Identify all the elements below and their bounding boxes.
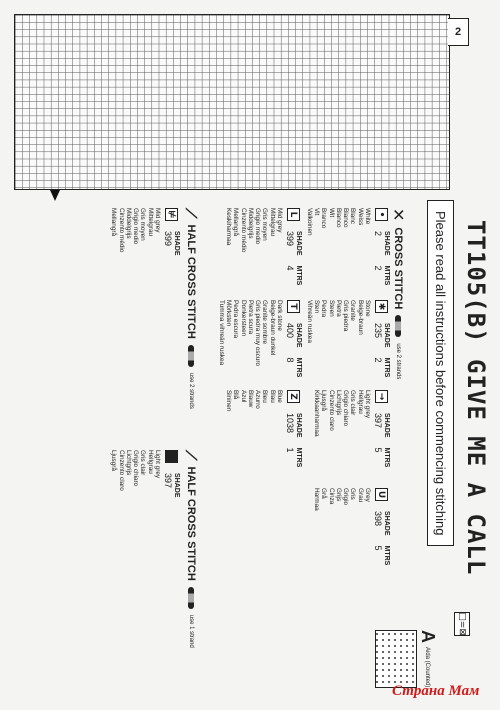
key-legend [454, 612, 470, 636]
half-cross-stitch-heading [182, 450, 200, 648]
cross-stitch-title: CROSS STITCH [392, 227, 405, 310]
shade-names: Mid grey Mittelgrau Gris moyen Grigio medio Middelgrijs Cinzento médio Mellangrå Keskiharmaa [224, 208, 283, 253]
instruction-banner: Please read all instructions before commencing stitching [427, 200, 454, 546]
shade-names: Dark stone Beige-braun dunkel Granite sombre Gris piedra muy oscuro Pietra scura Donkersteen Pedra escura Mörksten Tumma vihreän ruskea [217, 300, 283, 367]
chart-page-tab: 2 [448, 18, 469, 46]
half-cross-stitch-heading [182, 208, 200, 409]
aida-fabric-swatch [375, 630, 417, 688]
mtrs-value: 5 [373, 447, 383, 453]
symbol-dot-icon: • [375, 208, 388, 221]
page-title: TT105(B) GIVE ME A CALL [462, 220, 490, 576]
stitch-key-icon: □=⊠ [454, 612, 470, 636]
half-cross-strands: use 2 strands [188, 372, 194, 409]
shade-value: 399 [285, 231, 295, 247]
thread-entry: → SHADE 397 MTRS 5 Light grey Hellgrau Gris clair Grigio chiaro Lichtgrijs Cinzento claro Ljusgrå Kirkkaanharmaa [312, 390, 390, 468]
shade-value: 1038 [285, 413, 295, 434]
symbol-u-icon: U [375, 488, 388, 501]
shade-names: Light grey Hellgrau Gris clair Grigio chiaro Lichtgrijs Cinzento claro Ljusgrå Kirkkaanharmaa [312, 390, 371, 437]
shade-names: Mid grey Mittelgrau Gris moyen Grigio medio Middelgrijs Cinzento médio Mellangrå [110, 208, 161, 253]
mtrs-value: 2 [373, 357, 383, 363]
mtrs-value: 5 [373, 545, 383, 551]
shade-value: 400 [285, 323, 295, 339]
mtrs-value: 8 [285, 357, 295, 363]
symbol-l-icon: L [287, 208, 300, 221]
symbol-z-icon: Z [287, 390, 300, 403]
aida-letter: A [418, 630, 438, 643]
thread-entry: T SHADE 400 MTRS 8 Dark stone Beige-braun dunkel Granite sombre Gris piedra muy oscuro Pietra scura Donkersteen Pedra escura Mörksten Tumma vihreän ruskea [217, 300, 302, 378]
thread-entry: ✱ SHADE 235 MTRS 2 Stone Beige-braun Granite Gris piedra Pietra Steen Pedra Sten Vihreän ruskea [305, 300, 390, 378]
thread-entry: SHADE 397 Light grey Hellgrau Gris clair Grigio chiaro Lichtgrijs Cinzento claro Ljusgrå [110, 450, 180, 498]
needle-icon [188, 345, 194, 367]
shade-names: Stone Beige-braun Granite Gris piedra Pietra Steen Pedra Sten Vihreän ruskea [305, 300, 371, 343]
thread-entry: Z SHADE 1038 MTRS 1 Blue Blau Bleu Azurro Blauw Azul Blå Sininen [224, 390, 302, 468]
aida-panel [375, 630, 438, 688]
symbol-hatch-icon: ⊭ [165, 208, 178, 221]
shade-value: 397 [373, 413, 383, 429]
watermark-logo: Страна Мам [392, 683, 480, 699]
mtrs-value: 1 [285, 447, 295, 453]
half-cross-icon: ⟋ [182, 208, 200, 219]
half-cross-title: HALF CROSS STITCH [185, 466, 197, 581]
mtrs-value: 2 [373, 265, 383, 271]
shade-value: 397 [163, 473, 173, 489]
shade-names: Light grey Hellgrau Gris clair Grigio chiaro Lichtgrijs Cinzento claro Ljusgrå [110, 450, 161, 491]
needle-icon [188, 587, 194, 609]
symbol-solid-icon [165, 450, 178, 463]
cross-stitch-icon: ✕ [389, 208, 408, 222]
thread-entry: L SHADE 399 MTRS 4 Mid grey Mittelgrau Gris moyen Grigio medio Middelgrijs Cinzento médio Mellangrå Keskiharmaa [224, 208, 302, 286]
aida-label: Aida (Counted) [424, 647, 430, 688]
half-cross-strands: use 1 strand [188, 614, 194, 648]
cross-stitch-strands: use 2 strands [395, 343, 402, 380]
half-cross-icon: ⟋ [182, 450, 200, 461]
thread-entry: U SHADE 398 MTRS 5 Grey Grau Gris Grigio Grijs Cinza Grå Harmaa [312, 488, 390, 566]
shade-names: Blue Blau Bleu Azurro Blauw Azul Blå Sininen [224, 390, 283, 412]
symbol-star-icon: ✱ [375, 300, 388, 313]
shade-value: 398 [373, 511, 383, 527]
thread-entry: ⊭ SHADE 399 Mid grey Mittelgrau Gris moyen Grigio medio Middelgrijs Cinzento médio Mellangrå [110, 208, 180, 256]
half-cross-title: HALF CROSS STITCH [185, 224, 197, 339]
cross-stitch-heading [389, 208, 408, 379]
col-shade: SHADE [383, 231, 390, 256]
symbol-t-icon: T [287, 300, 300, 313]
thread-entry [305, 208, 390, 285]
shade-value: 235 [373, 323, 383, 339]
col-mtrs: MTRS [383, 265, 390, 286]
shade-names: Grey Grau Gris Grigio Grijs Cinza Grå Harmaa [312, 488, 371, 511]
symbol-arrow-icon: → [375, 390, 388, 403]
shade-names: White Weiss Blanc Bianco Blanco Wit Branco Vit Valkoinen [305, 208, 371, 236]
needle-icon [396, 315, 402, 337]
shade-value: 399 [163, 231, 173, 247]
mtrs-value: 4 [285, 265, 295, 271]
shade-value: 2 [373, 231, 383, 237]
